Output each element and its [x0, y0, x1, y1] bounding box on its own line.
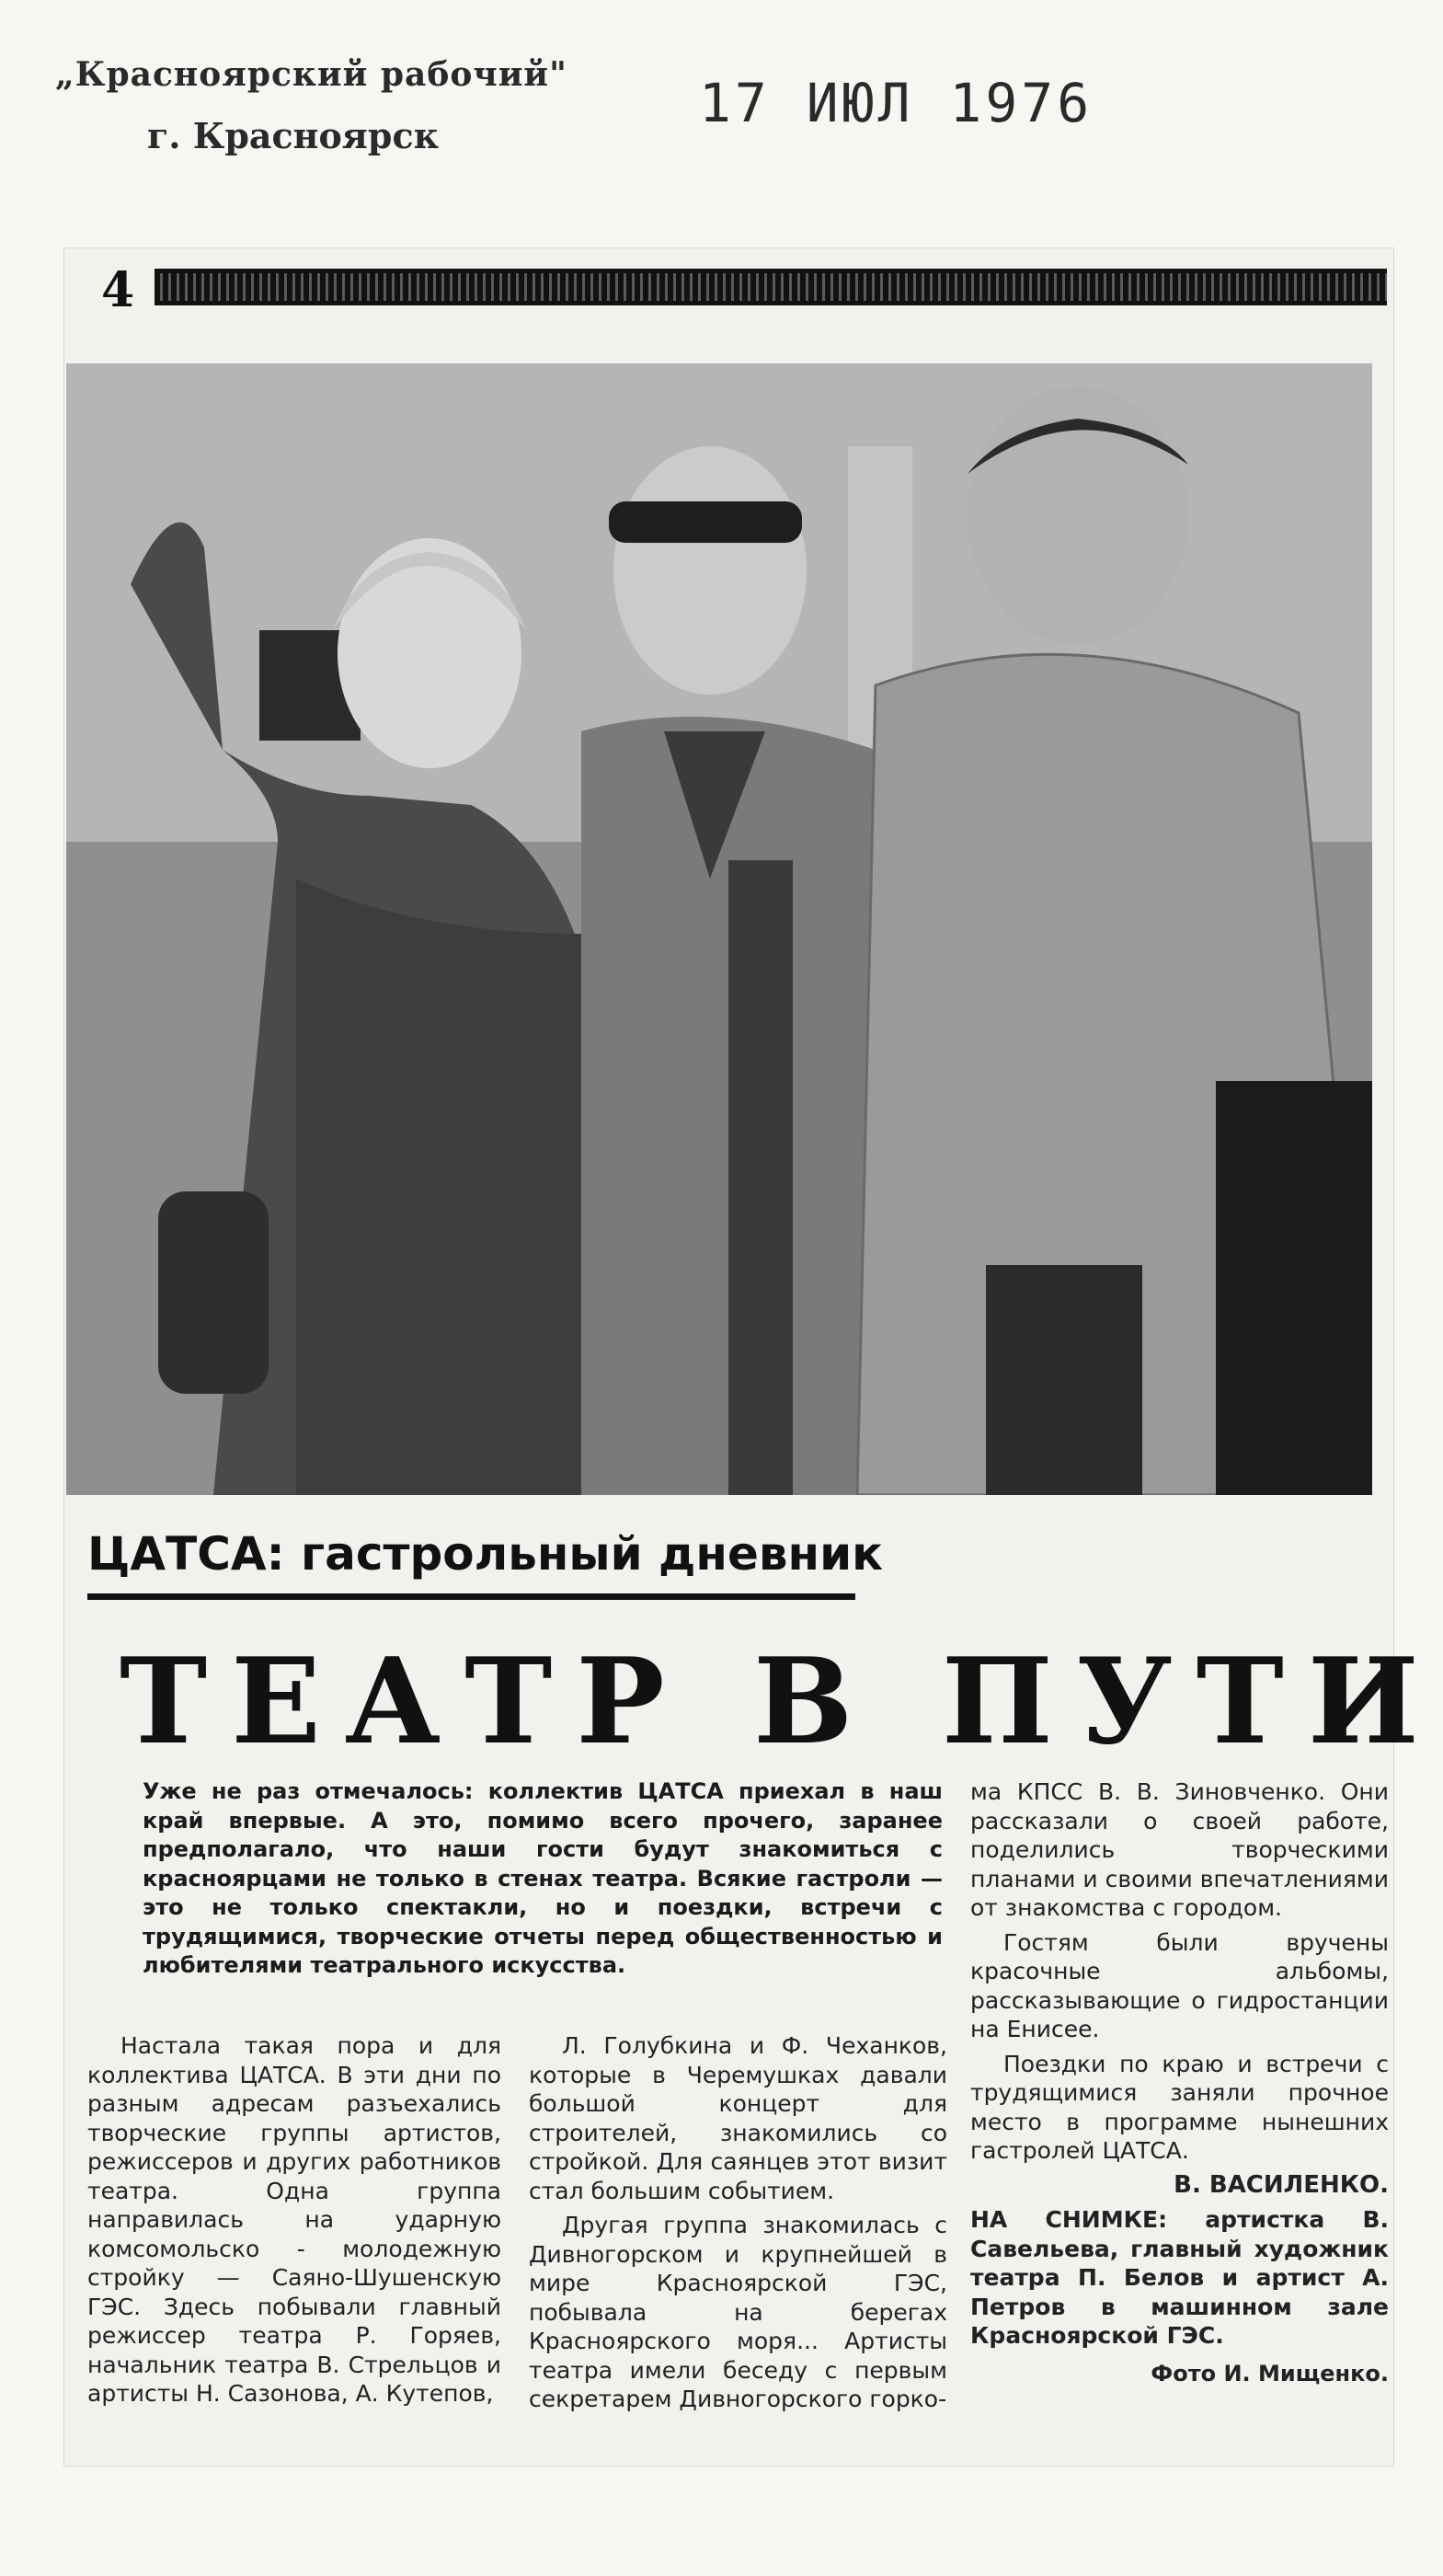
page-number: 4	[101, 262, 135, 318]
article-paragraph: Другая группа знакомилась с Дивногорском и крупнейшей в мире Красноярской ГЭС, побывала на берегах Красноярского моря... Артисты театра имели беседу с первым секретарем Дивногорского горко-	[529, 2212, 947, 2412]
clipping-city-stamp: г. Красноярск	[147, 115, 440, 156]
article-paragraph: Поездки по краю и встречи с трудящимися заняли прочное место в программе нынешних гастролей ЦАТСА.	[970, 2050, 1389, 2164]
photo-caption: НА СНИМКЕ: артистка В. Савельева, главный художник театра П. Белов и артист А. Петров в машинном зале Красноярской ГЭС.	[970, 2206, 1389, 2349]
header-rule-bar	[155, 269, 1387, 305]
author-signature: В. ВАСИЛЕНКО.	[1174, 2170, 1389, 2199]
article-column-2	[529, 2031, 947, 2420]
article-photo	[66, 363, 1372, 1495]
photo-illustration	[66, 363, 1372, 1495]
photo-credit: Фото И. Мищенко.	[1151, 2360, 1389, 2386]
rubric-underline	[87, 1593, 855, 1600]
article-headline: ТЕАТР В ПУТИ	[120, 1633, 1443, 1771]
article-paragraph: ма КПСС В. В. Зиновченко. Они рассказали о своей работе, поделились творческими планами и своими впечатлениями от знакомства с городом.	[970, 1778, 1389, 1921]
article-lead: Уже не раз отмечалось: коллектив ЦАТСА приехал в наш край впервые. А это, помимо всего прочего, заранее предполагало, что наши гости будут знакомиться с красноярцами не только в стенах театра. Всякие гастроли — это не только спектакли, но и поездки, встречи с трудящимися, творческие отчеты перед общественностью и любителями театрального искусства.	[143, 1778, 943, 1978]
clipping-newspaper-stamp: „Красноярский рабочий"	[55, 55, 567, 94]
article-column-3	[970, 1777, 1389, 2388]
clipping-date-stamp: 17 ИЮЛ 1976	[699, 72, 1094, 134]
article-column-1	[87, 2031, 501, 2414]
article-paragraph: Настала такая пора и для коллектива ЦАТСА. В эти дни по разным адресам разъехались творческие группы артистов, режиссеров и других работников театра. Одна группа направилась на ударную комсомольско - молодежную стройку — Саяно-Шушенскую ГЭС. Здесь побывали главный режиссер театра Р. Горяев, начальник театра В. Стрельцов и артисты Н. Сазонова, А. Кутепов,	[87, 2032, 501, 2407]
section-rubric: ЦАТСА: гастрольный дневник	[87, 1527, 884, 1581]
article-paragraph: Л. Голубкина и Ф. Чеханков, которые в Черемушках давали большой концерт для строителей, знакомились со стройкой. Для саянцев этот визит стал большим событием.	[529, 2032, 947, 2204]
article-paragraph: Гостям были вручены красочные альбомы, рассказывающие о гидростанции на Енисее.	[970, 1928, 1389, 2042]
